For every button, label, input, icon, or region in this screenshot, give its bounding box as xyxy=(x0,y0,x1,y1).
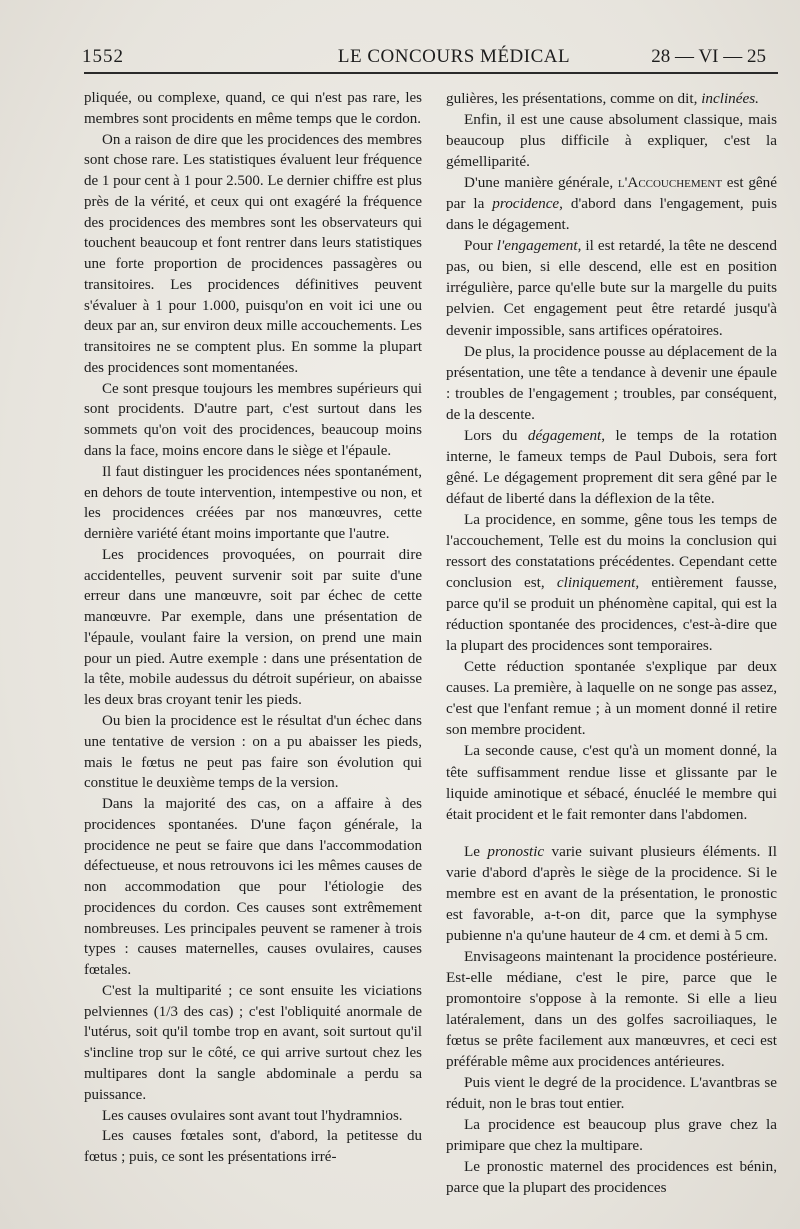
italic-term: l'engagement xyxy=(496,237,578,255)
paragraph: Les causes ovulaires sont avant tout l'hydramnios. xyxy=(102,1107,403,1124)
text-run: , entièrement fausse, parce qu'il se produit un phénomène capital, qui est la réduction spontanée des procidences, c'est-à-dire que la plupart des procidences sont temporaires. xyxy=(446,574,777,655)
paragraph: Ce sont presque toujours les membres supérieurs qui sont procidents. D'autre part, c'est surtout dans les sommets qu'on voit des procidences, beaucoup moins dans la face, moins encore dans le siège et l'épaule. xyxy=(84,380,422,460)
paragraph: Les causes fœtales sont, d'abord, la petitesse du fœtus ; puis, ce sont les présentations irré- xyxy=(84,1128,422,1166)
paragraph xyxy=(446,841,777,946)
text-run: , le temps de la rotation interne, le fameux temps de Paul Dubois, sera fort gêné. Le dégagement proprement dit sera gêné par le défaut de liberté dans la déflexion de la tête. xyxy=(446,426,777,507)
paragraph: Puis vient le degré de la procidence. L'avantbras se réduit, non le bras tout entier. xyxy=(446,1074,777,1113)
paragraph: Il faut distinguer les procidences nées spontanément, en dehors de toute intervention, intempestive ou non, et les procidences créées par nos manœuvres, cette dernière variété étant moins importante que l'autre. xyxy=(84,463,422,543)
italic-term: procidence xyxy=(492,195,560,213)
page-header xyxy=(82,38,766,72)
paragraph xyxy=(446,425,777,509)
paragraph xyxy=(446,235,777,340)
left-column xyxy=(84,88,422,1168)
paragraph: Les procidences provoquées, on pourrait dire accidentelles, peuvent survenir soit par suite d'une erreur dans une manœuvre, soit par échec de cette manœuvre. Par exemple, dans une présentation de l'épaule, voulant faire la version, on prend une main pour un pied. Autre exemple : dans une présentation de la tête, mobile audessus du détroit supérieur, on abaisse les deux bras croyant tenir les pieds. xyxy=(84,546,422,709)
text-run: , il est retardé, la tête ne descend pas, ou bien, si elle descend, elle est en position irrégulière, parce qu'elle bute sur la margelle du puits pelvien. Cet engagement peut être retardé jusqu'à devenir impossible, sans artifices opératoires. xyxy=(446,237,777,339)
paragraph: La seconde cause, c'est qu'à un moment donné, la tête suffisamment rendue lisse et glissante par le liquide aminotique et sébacé, énucléé le membre qui était procident et le fait remonter dans l'abdomen. xyxy=(446,742,777,823)
paragraph: La procidence est beaucoup plus grave chez la primipare que chez la multipare. xyxy=(446,1116,777,1155)
text-run: , d'abord dans l'engagement, puis dans le dégagement. xyxy=(446,195,777,234)
paragraph: Envisageons maintenant la procidence postérieure. Est-elle médiane, c'est le pire, parce que le promontoire s'oppose à la remonte. Si elle a lieu latéralement, dans un des golfes sacroiliaques, le fœtus se prête facilement aux manœuvres, et ceci est préférable même aux procidences antérieures. xyxy=(446,947,777,1071)
paragraph: Ou bien la procidence est le résultat d'un échec dans une tentative de version : on a pu abaisser les pieds, mais le fœtus ne peut pas faire son évolution qui constitue le deuxième temps de la version. xyxy=(84,712,422,792)
text-run: La procidence, en somme, gêne tous les temps de l'accouchement, Telle est du moins la conclusion qui ressort des constatations précédentes. Cependant cette conclusion est, xyxy=(446,510,777,592)
issue-date: 28 — VI — 25 xyxy=(651,46,766,67)
italic-term: dégagement xyxy=(527,426,602,444)
page-number: 1552 xyxy=(82,46,124,67)
text-run: D'une manière générale, xyxy=(464,174,618,192)
paragraph: Enfin, il est une cause absolument classique, mais beaucoup plus difficile à expliquer, c'est la gémelliparité. xyxy=(446,111,777,171)
paragraph xyxy=(446,172,777,235)
journal-title: LE CONCOURS MÉDICAL xyxy=(337,46,571,67)
italic-term: pronostic xyxy=(487,842,545,860)
text-run: varie suivant plusieurs éléments. Il varie d'abord d'après le siège de la procidence. Si le membre est en avant de la présentation, le pronostic est favorable, a-t-on dit, parce que la symphyse pubienne n'a qu'une hauteur de 4 cm. et demi à 5 cm. xyxy=(446,842,777,944)
italic-term: cliniquement xyxy=(556,574,636,592)
right-column xyxy=(446,88,777,1198)
text-run: Le xyxy=(464,842,488,860)
paragraph: pliquée, ou complexe, quand, ce qui n'est pas rare, les membres sont procidents en même temps que le cordon. xyxy=(84,90,422,127)
small-caps-term: l'Accouchement xyxy=(617,174,723,192)
text-run: gulières, les présentations, comme on dit, xyxy=(446,90,702,107)
text-run: Lors du xyxy=(464,426,528,444)
paragraph: De plus, la procidence pousse au déplacement de la présentation, une tête a tendance à devenir une épaule : troubles de l'engagement ; troubles, par conséquent, de la descente. xyxy=(446,342,777,423)
paragraph xyxy=(446,509,777,656)
paragraph: Cette réduction spontanée s'explique par deux causes. La première, à laquelle on ne songe pas assez, c'est que l'enfant remue ; à un moment donné il retire son membre procident. xyxy=(446,658,777,739)
text-run: est gêné par la xyxy=(446,174,777,213)
paragraph xyxy=(446,88,777,109)
paragraph: Le pronostic maternel des procidences est bénin, parce que la plupart des procidences xyxy=(446,1158,777,1197)
paragraph: Dans la majorité des cas, on a affaire à des procidences spontanées. D'une façon générale, la procidence ne peut se faire que dans l'accommodation défectueuse, et nous retrouvons ici les mêmes causes de non accommodation que pour l'étiologie des procidences du cordon. Ces causes sont extrêmement nombreuses. Les principales peuvent se ramener à trois types : causes maternelles, causes ovulaires, causes fœtales. xyxy=(84,796,422,979)
text-run: Pour xyxy=(464,237,497,255)
italic-term: inclinées. xyxy=(701,90,759,107)
header-rule xyxy=(84,72,778,74)
paragraph: On a raison de dire que les procidences des membres sont chose rare. Les statistiques évaluent leur fréquence de 1 pour cent à 1 pour 2.500. Le dernier chiffre est plus près de la vérité, et ceux qui ont exagéré la fréquence des procidences des membres sont les observateurs qui touchent beaucoup et font rentrer dans leurs statistiques une forte proportion de procidences passagères ou transitoires. Les procidences définitives peuvent s'évaluer à 1 pour 1.000, puisqu'on en voit ici une ou deux par an, sur environ deux mille accouchements. Les transitoires ne se comptent plus. En somme la plupart des procidences sont momentanées. xyxy=(84,131,422,376)
paragraph: C'est la multiparité ; ce sont ensuite les viciations pelviennes (1/3 des cas) ; c'est l'obliquité anormale de l'utérus, soit qu'il tombe trop en avant, soit surtout qu'il s'incline trop sur le côté, ce qui arrive surtout chez les multipares dont la sangle abdominale a perdu sa puissance. xyxy=(84,982,422,1103)
